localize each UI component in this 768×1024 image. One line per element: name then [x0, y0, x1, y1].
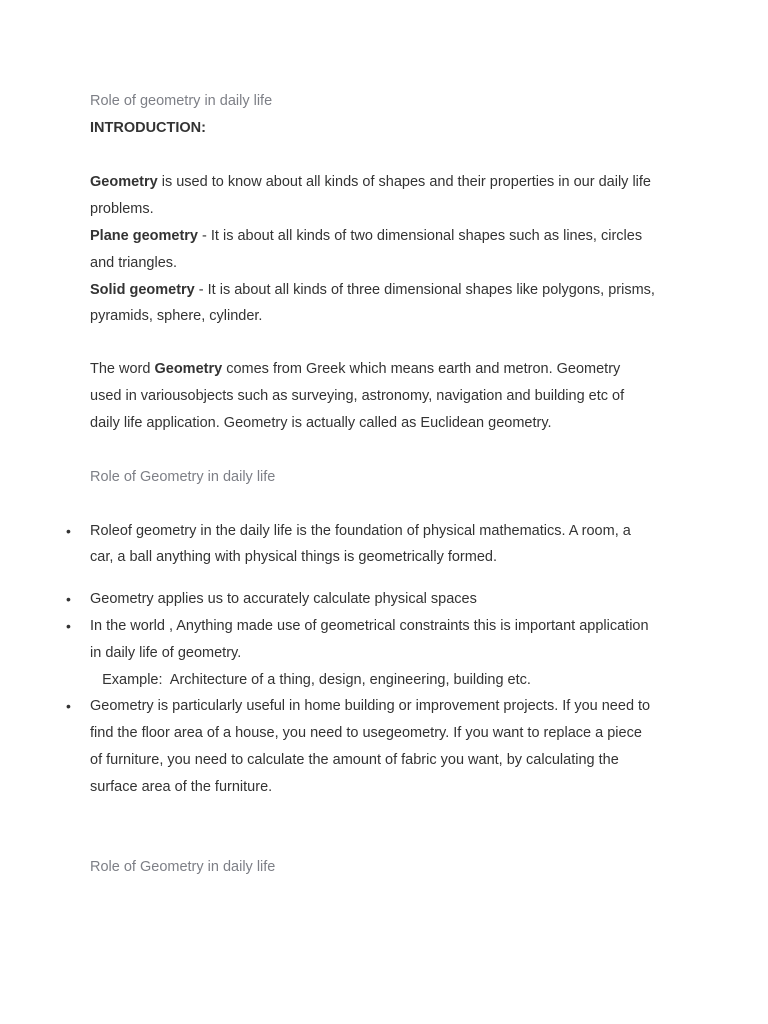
definition-plane-line1 — [90, 227, 642, 245]
bullet-3-example: Example: Architecture of a thing, design, engineering, building etc. — [90, 672, 531, 688]
origin-line2: used in variousobjects such as surveying, astronomy, navigation and building etc of — [90, 388, 625, 404]
bullet-1-line1: Roleof geometry in the daily life is the foundation of physical mathematics. A room, a — [90, 523, 631, 539]
definition-term: Solid geometry — [90, 282, 195, 298]
section-heading: Role of Geometry in daily life — [90, 469, 276, 485]
bullet-1-line2: car, a ball anything with physical things is geometrically formed. — [90, 549, 497, 565]
intro-heading: INTRODUCTION: — [90, 120, 206, 136]
section-heading: Role of Geometry in daily life — [90, 859, 276, 875]
bullet-3-line2: in daily life of geometry. — [90, 645, 242, 661]
bullet-4-line3: of furniture, you need to calculate the amount of fabric you want, by calculating the — [90, 752, 619, 768]
origin-term: Geometry — [154, 361, 223, 377]
origin-line3: daily life application. Geometry is actually called as Euclidean geometry. — [90, 415, 552, 431]
definition-solid-line2: pyramids, sphere, cylinder. — [90, 308, 263, 324]
definition-text: - It is about all kinds of three dimensional shapes like polygons, prisms, — [194, 282, 655, 298]
bullet-marker: • — [66, 698, 71, 714]
definition-plane-line2: and triangles. — [90, 255, 178, 271]
definition-term: Geometry — [90, 174, 158, 190]
bullet-marker: • — [66, 523, 71, 539]
definition-term: Plane geometry — [90, 228, 198, 244]
definition-text: is used to know about all kinds of shapes and their properties in our daily life — [157, 174, 651, 190]
definition-geometry-line2: problems. — [90, 201, 154, 217]
definition-solid-line1 — [90, 281, 655, 299]
bullet-4-line4: surface area of the furniture. — [90, 779, 273, 795]
bullet-marker: • — [66, 591, 71, 607]
bullet-3-line1: In the world , Anything made use of geometrical constraints this is important application — [90, 618, 649, 634]
origin-line1 — [90, 360, 620, 378]
definition-geometry-line1 — [90, 173, 651, 191]
bullet-2-line1: Geometry applies us to accurately calculate physical spaces — [90, 591, 477, 607]
definition-text: - It is about all kinds of two dimensional shapes such as lines, circles — [198, 228, 643, 244]
document-title: Role of geometry in daily life — [90, 93, 273, 109]
bullet-marker: • — [66, 618, 71, 634]
bullet-4-line2: find the floor area of a house, you need to usegeometry. If you want to replace a piece — [90, 725, 642, 741]
origin-prefix: The word — [90, 361, 155, 377]
origin-rest: comes from Greek which means earth and metron. Geometry — [222, 361, 621, 377]
bullet-4-line1: Geometry is particularly useful in home building or improvement projects. If you need to — [90, 698, 651, 714]
